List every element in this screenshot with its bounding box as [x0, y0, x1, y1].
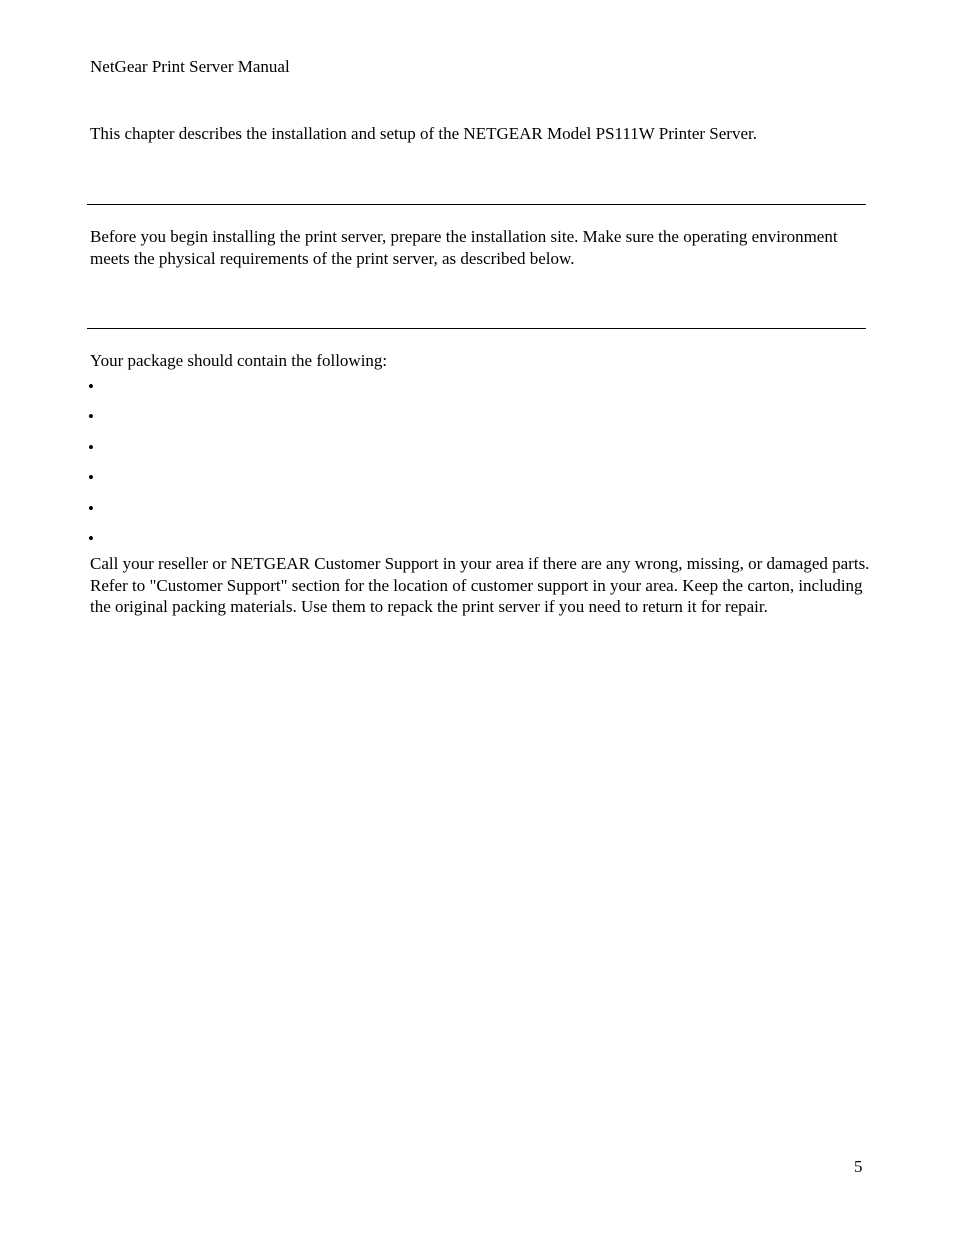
running-header: NetGear Print Server Manual: [90, 57, 290, 76]
section-divider: [87, 328, 866, 329]
list-item: [88, 467, 94, 497]
bullet-icon: •: [88, 377, 94, 396]
site-preparation-paragraph: Before you begin installing the print server, prepare the installation site. Make sure the operating environment meets the physical requirements of the print server, as described below.: [90, 227, 838, 268]
package-contents-lead: Your package should contain the following:: [90, 351, 388, 370]
package-contents-list: [88, 376, 94, 558]
customer-support-paragraph: Call your reseller or NETGEAR Customer Support in your area if there are any wrong, missing, or damaged parts. Refer to "Customer Support" section for the location of customer support in your area. Keep the carton, including the original packing materials. Use them to repack the print server if you need to return it for repair.: [90, 554, 870, 616]
bullet-icon: •: [88, 528, 94, 548]
page-number: 5: [854, 1157, 863, 1176]
bullet-icon: •: [88, 498, 94, 518]
bullet-icon: •: [88, 407, 94, 427]
section-divider: [87, 204, 866, 205]
bullet-icon: •: [88, 468, 94, 488]
intro-paragraph: This chapter describes the installation and setup of the NETGEAR Model PS111W Printer Server.: [90, 124, 757, 143]
list-item: [88, 437, 94, 467]
list-item: [88, 406, 94, 436]
list-item: [88, 376, 94, 406]
bullet-icon: •: [88, 437, 94, 457]
list-item: [88, 498, 94, 528]
